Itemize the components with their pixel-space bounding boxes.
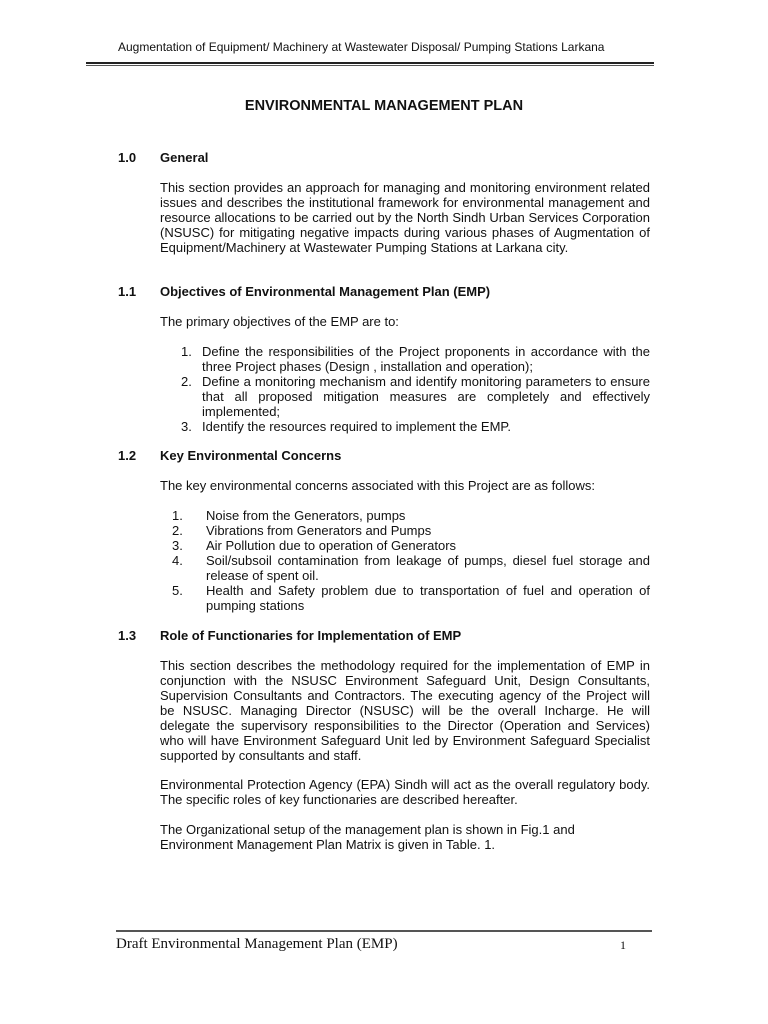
paragraph-general [160, 180, 650, 255]
list-item [160, 553, 650, 583]
page-number: 1 [620, 938, 626, 952]
paragraph-text: This section provides an approach for managing and monitoring environment related issues and describes the institutional framework for environmental management and resource allocations to be carried out by the North Sindh Urban Services Corporation (NSUSC) for mitigating negative impacts during various phases of Augmentation of Equipment/Machinery at Wastewater Pumping Stations at Larkana city. [160, 180, 650, 255]
objectives-intro [160, 314, 650, 329]
section-heading-general [118, 150, 208, 165]
objectives-list [160, 344, 650, 434]
document-title: ENVIRONMENTAL MANAGEMENT PLAN [244, 98, 524, 114]
paragraph-roles-epa [160, 777, 650, 807]
list-item-text: Define the responsibilities of the Project proponents in accordance with the three Project phases (Design , installation and operation); [202, 344, 650, 374]
section-title: Key Environmental Concerns [160, 448, 342, 463]
section-number: 1.2 [118, 448, 137, 463]
list-item-text: Identify the resources required to implement the EMP. [202, 419, 512, 434]
list-number: 3. [172, 538, 183, 553]
list-item-text: Air Pollution due to operation of Generators [206, 538, 457, 553]
list-number: 3. [181, 419, 192, 434]
section-number: 1.1 [118, 284, 137, 299]
list-item [160, 344, 650, 374]
list-number: 2. [172, 523, 183, 538]
section-heading-roles [118, 628, 461, 643]
list-item-text: Soil/subsoil contamination from leakage of pumps, diesel fuel storage and release of spent oil. [206, 553, 650, 583]
paragraph-text: This section describes the methodology required for the implementation of EMP in conjunction with the NSUSC Environment Safeguard Unit, Design Consultants, Supervision Consultants and Contractors. The executing agency of the Project will be NSUSC. Managing Director (NSUSC) will be the overall Incharge. He will delegate the supervisory responsibilities to the Director (Operation and Services) who will have Environment Safeguard Unit led by Environment Safeguard Specialist supported by consultants and staff. [160, 658, 650, 763]
list-item-text: Define a monitoring mechanism and identify monitoring parameters to ensure that all proposed mitigation measures are completely and effectively implemented; [202, 374, 650, 419]
paragraph-text: The key environmental concerns associated with this Project are as follows: [160, 478, 595, 493]
concerns-list [160, 508, 650, 613]
list-item [160, 374, 650, 419]
section-title: Objectives of Environmental Management Plan (EMP) [160, 284, 491, 299]
section-heading-objectives [118, 284, 490, 299]
header-divider [86, 62, 654, 66]
section-title: Role of Functionaries for Implementation of EMP [160, 628, 462, 643]
footer-divider [116, 930, 652, 932]
section-number: 1.3 [118, 628, 137, 643]
list-item [160, 583, 650, 613]
list-item [160, 538, 650, 553]
list-item [160, 419, 650, 434]
paragraph-text: The Organizational setup of the management plan is shown in Fig.1 and [160, 822, 575, 837]
list-item [160, 508, 650, 523]
section-heading-concerns [118, 448, 341, 463]
list-number: 4. [172, 553, 183, 568]
footer-title: Draft Environmental Management Plan (EMP) [116, 936, 398, 952]
list-item-text: Health and Safety problem due to transportation of fuel and operation of pumping stations [206, 583, 650, 613]
paragraph-text: The primary objectives of the EMP are to: [160, 314, 399, 329]
list-number: 2. [181, 374, 192, 389]
paragraph-text: Environment Management Plan Matrix is given in Table. 1. [160, 837, 496, 852]
section-title: General [160, 150, 209, 165]
list-item [160, 523, 650, 538]
list-number: 1. [181, 344, 192, 359]
concerns-intro [160, 478, 650, 493]
paragraph-roles-setup [160, 822, 650, 852]
paragraph-roles-methodology [160, 658, 650, 763]
paragraph-text: Environmental Protection Agency (EPA) Sindh will act as the overall regulatory body. The specific roles of key functionaries are described hereafter. [160, 777, 650, 807]
list-item-text: Noise from the Generators, pumps [206, 508, 406, 523]
running-header: Augmentation of Equipment/ Machinery at Wastewater Disposal/ Pumping Stations Larkana [118, 40, 605, 54]
list-number: 1. [172, 508, 183, 523]
section-number: 1.0 [118, 150, 137, 165]
list-number: 5. [172, 583, 183, 598]
list-item-text: Vibrations from Generators and Pumps [206, 523, 432, 538]
